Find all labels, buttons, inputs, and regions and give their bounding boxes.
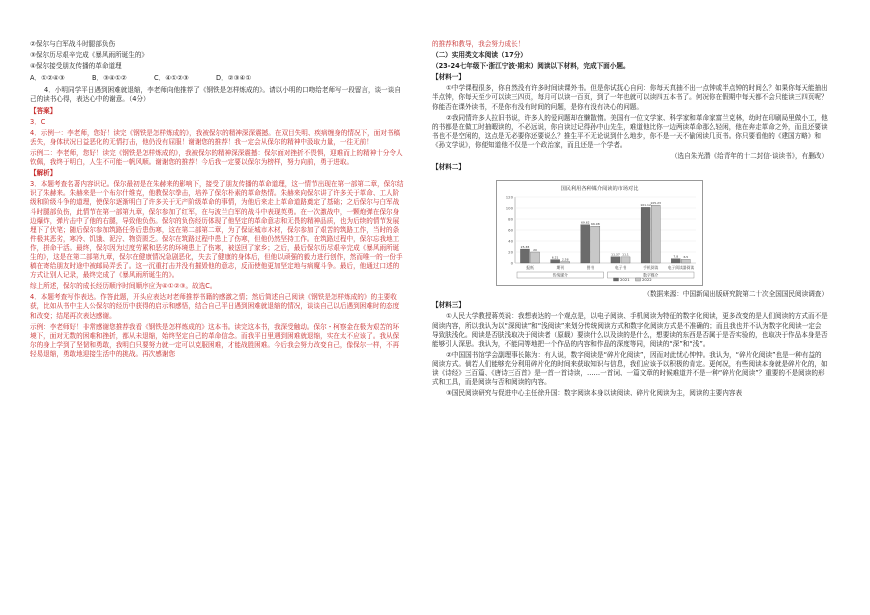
answer-3: 3．C [30,117,46,126]
bar-value-label: 25.38 [520,245,530,250]
bar-2022-5 [681,260,690,264]
category-label: 图书 [586,265,595,271]
right-column [432,40,828,400]
answer-tag: 【答案】 [30,106,57,115]
option-line-4: ④保尔接受朋友传播的革命道理 [30,62,122,71]
bar-2022-1 [561,262,570,263]
bar-2021-5 [671,259,680,263]
y-tick-label: 20 [508,249,513,255]
option-b: B．③④①② [92,74,127,83]
category-label: 电子阅读器阅读 [667,265,695,271]
bar-2021-1 [551,260,560,263]
bar-value-label: 105.23 [650,201,661,206]
y-tick-label: 60 [508,227,513,233]
section-title: （二）实用类文本阅读（17分） [432,51,527,60]
analysis-4-example: 示例：李老师好！非常感谢您推荐我看《钢铁是怎样炼成的》这本书。读完这本书，我深受触动。保尔・柯察金在极为艰苦的环境下，面对无数的困难和挫折，都从未退缩，始终坚定自己的革命信念。而我平日里遇到困难就退缩，实在太不应该了。我从保尔的身上学到了坚韧和勇敢，我明白只要努力就一定可以克服困难，才能战胜困难。今后我会努力改变自己，像保尔一样，不再轻易退缩，勇敢地迎接生活中的挑战。再次感谢您 [30,322,400,358]
category-label: 报纸 [526,265,534,271]
material-1-paragraph-2: ②我同情许多人拉旧书说，许多人的爱问题却在懒散惰。美国有一位文学家、科学家和革命家富兰克林，幼时在印刷局里做小工，他的书都是在做工时抽暇读的，不必远说，你自读过记得孙中山先生，难道他比你一边两读革命那么轻闲，他在奔走革命之外，而且还要读书也不是空闲的，这点是无必要你还要说么？推生平不无论说到什么地步，你不是一天不偷闲读几页书。你只要看他的《建国方略》和《孙文学说》，你便知道他不仅是一个政治家，而且还是一个学者。 [432,113,828,149]
reading-media-chart [496,180,703,286]
bar-2021-4 [641,208,650,264]
y-tick-label: 120 [505,194,513,200]
y-tick-label: 0 [510,260,513,266]
category-label: 期刊 [556,265,565,271]
option-line-2: ②保尔与白军战斗时腿部负伤 [30,40,116,48]
material-3-paragraph-2: ②中国国书馆学会副理事长陈为：有人说，数字阅读是“碎片化阅读”，因而对此忧心忡忡。我认为，“碎片化阅读”也是一种有益的阅读方式。倘若人们能够充分利用碎片化的时间来获取知识与信息，我们应该予以积极的肯定。更何况，有些阅读本身就是碎片化的，如读《诗经》三百篇、《唐诗三百首》是一首一首诗读，……一首词、一篇文章的时候难道并不是一种“碎片化阅读”？重要的不是阅读的形式和工具，而是阅读与否和阅读的内容。 [432,350,828,387]
chart-svg [497,181,702,285]
option-d: D．②③④① [216,74,252,83]
material-3-paragraph-3: ③国民阅读研究与促进中心主任徐升国：数字阅读本身以读阅读、碎片化阅读为主，阅读的主要内容表 [446,389,743,398]
material-2-source: （数据来源：中国新闻出版研究院第二十次全国国民阅读调查） [643,290,828,299]
reading-task: （23-24七年级下·浙江宁波·期末）阅读以下材料，完成下面小题。 [432,62,630,71]
group-label: 传统媒介 [552,272,568,278]
bar-2021-0 [520,249,529,263]
bar-value-label: 20 [533,248,537,253]
bar-value-label: 2.58 [561,257,569,262]
answer-options [30,74,405,83]
bar-value-label: 69.62 [580,220,590,225]
answer-4-example-1: 4．示例一：李老师，您好！读完《钢铁是怎样炼成的》，我被保尔的精神深深震撼。在双目失明、疾病缠身的情况下，面对书稿丢失，身体状况日益恶化的无情打击，他仍没有屈服！谢谢您的推荐！我一定会从保尔的精神中汲取力量，一往无前！ [30,128,401,146]
bar-2022-3 [621,257,630,263]
material-3-tag: 【材料三】 [432,301,465,310]
material-1-tag: 【材料一】 [432,73,465,82]
answer-continuation: 的推荐和教导，我会努力成长！ [432,40,525,48]
y-tick-label: 40 [508,238,513,244]
material-3-paragraph-1: ①人民大学教授蒋英说：我想表达的一个观点是，以电子阅读、手机阅读为特征的数字化阅读，更多改变的是人们阅读的方式而不是阅读内容，所以我认为以“深阅读”和“浅阅读”来划分传统阅读方式和数字化阅读方式是不准确的；而且我也并不认为数字化阅读一定会导致肤浅化。阅读是否肤浅取决于阅读者（原载）要读什么以及读的是什么，想要读的东西是否属于是否实验的，也取决于作品本身是否能够引人深思。我认为，不能同等地把一个作品的内容和作品的深度等同，阅读的“深”和“浅”。 [432,312,828,348]
legend-swatch [614,278,619,281]
group-label: 数字媒介 [643,272,659,278]
material-2-tag: 【材料二】 [432,163,465,172]
category-label: 电子书 [614,265,627,271]
analysis-3-conclusion: 综上所述，保尔的成长经历顺序时间顺序应为④①②③。故选C。 [30,282,217,291]
option-a: A．①②④③ [30,74,65,83]
bar-2022-0 [530,252,539,263]
bar-value-label: 11.37 [611,252,620,257]
analysis-4: 4．本题考查写作表达。作答此题，开头应表达对老师推荐书籍的感激之情；然后简述自己阅读《钢铁是怎样炼成的》的主要收获，比如从书中主人公保尔的经历中获得的启示和感悟，结合自己平日遇到困难就退缩的情况，谈谈自己以后遇到困难时的态度和改变；结尾再次表达感谢。 [30,293,400,320]
left-column [30,40,405,361]
legend-label: 2021 [620,277,630,283]
bar-value-label: 101.12 [640,203,651,208]
bar-value-label: 66.98 [591,222,600,227]
material-1-paragraph-1: ①中学课程很多，你自然没有许多时间读课外书。但是你试抚心自问：你每天真抽不出一点钟或半点钟的时间么？如果你每天能抽出半点钟，你每天至少可以读三四页，每月可以读一百页，到了一年也就可以读四五本书了。何况你在假期中每天都不会只能读三四页呢？你能否在课外读书，不是你有没有时间的问题，是你有没有决心的问题。 [432,84,828,111]
option-line-3: ③保尔历尽艰辛完成《暴风雨所诞生的》 [30,51,149,60]
bar-2021-3 [611,257,620,263]
y-tick-label: 100 [505,205,513,211]
option-c: C．④①②③ [154,74,189,83]
chart-title: 国民利用各种媒介阅读的市场对比 [560,186,639,193]
bar-2021-2 [581,225,590,263]
material-1-source: （选自朱光潜《给青年的十二封信·谈读书》，有删改） [670,152,828,161]
category-label: 手机阅读 [643,265,659,271]
analysis-3: 3．本题考查名著内容识记。保尔最初是在朱赫来的影响下，接受了朋友传播的革命道理，这一情节出现在第一部第二章，保尔结识了朱赫来。朱赫来是一个布尔什维克，他教保尔拳击，培养了保尔朴素的革命热情。朱赫来向保尔讲了许多关于革命、工人阶级和阶级斗争的道理，使保尔逐渐明白了许多关于无产阶级革命的事情，为他后来走上革命道路奠定了基础；之后保尔与白军战斗时腿部负伤，此情节在第一部第九章，保尔参加了红军，在与波兰白军的战斗中表现英勇。在一次激战中，一颗炮弹在保尔身边爆炸，弹片击中了他的右腿，导致他负伤。保尔的负伤经历体现了他坚定的革命意志和无畏的精神品质，也为后续的情节发展埋下了伏笔；随后保尔参加筑路任务后患伤寒，这在第二部第二章，为了保证城市木材，保尔参加了艰苦的筑路工作，当时的条件极其恶劣，寒冷、饥饿、泥泞、物资匮乏。保尔在筑路过程中患上了伤寒，但他仍然坚持工作。在筑路过程中，保尔忘我地工作，拼命干活。最终，保尔因为过度劳累和恶劣的环境患上了伤寒，被送回了家乡；之后，最后保尔历尽艰辛完成《暴风雨所诞生的》，这是在第二部第九章，保尔在健康情况急剧恶化，失去了健康的身体后，但他以顽强的毅力进行创作，然而唯一的一份手稿在寄给朋友时途中被邮局弄丢了。这一沉重打击并没有摧毁他的意志，反而使他更加坚定地与病魔斗争。最后，他通过口述的方式让别人记录，最终完成了《暴风雨所诞生的》。 [30,180,404,280]
bar-value-label: 6.5 [683,255,689,260]
bar-2022-2 [591,226,600,263]
answer-4-example-2: 示例二：李老师，您好！读完《钢铁是怎样炼成的》，我被保尔的精神深深震撼：保尔面对挫折不畏惧，迎难而上的精神十分令人钦佩，我终于明白，人生不可能一帆风顺。谢谢您的推荐！今后我一定要以保尔为榜样，努力向前，勇于进取。 [30,148,403,167]
y-tick-label: 80 [508,216,513,222]
question-4: 4．小明同学平日遇到困难就退缩，李老师向他推荐了《钢铁是怎样炼成的》。请以小明的口吻给老师写一段留言，谈一谈自己的读书心得，表达心中的谢意。（4分） [30,86,401,104]
bar-value-label: 11.1 [622,252,629,257]
bar-value-label: 6.21 [551,255,559,260]
legend-swatch [636,278,641,281]
bar-2022-4 [651,205,660,263]
legend-label: 2022 [642,277,652,283]
bar-value-label: 7.8 [673,254,679,259]
analysis-tag: 【解析】 [30,169,57,178]
